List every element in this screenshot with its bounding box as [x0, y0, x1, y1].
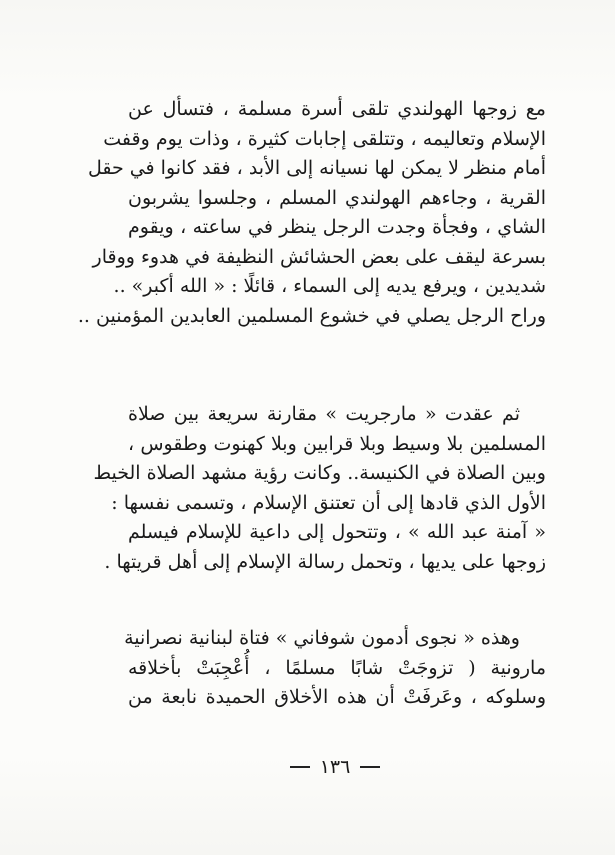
page-footer [280, 756, 390, 778]
paragraph-2 [93, 400, 546, 577]
footer-dash-right [360, 766, 380, 768]
page-number: ١٣٦ [319, 756, 351, 778]
text-line: وبين الصلاة في الكنيسة.. وكانت رؤية مشهد الصلاة الخيط [93, 462, 546, 484]
text-line: زوجها على يديها ، وتحمل رسالة الإسلام إلى أهل قريتها . [104, 550, 546, 573]
text-line: ثم عقدت « مارجريت » مقارنة سريعة بين صلاة [128, 403, 520, 425]
text-line: « آمنة عبد الله » ، وتتحول إلى داعية للإسلام فيسلم [128, 521, 546, 543]
text-line: الأول الذي قادها إلى أن تعتنق الإسلام ، وتسمى نفسها : [111, 491, 546, 514]
text-line: الإسلام وتعاليمه ، وتتلقى إجابات كثيرة ، وذات يوم وقفت [103, 127, 546, 150]
text-line: وسلوكه ، وعَرفَتْ أن هذه الأخلاق الحميدة نابعة من [128, 686, 546, 708]
text-line: القرية ، وجاءهم الهولندي المسلم ، وجلسوا يشربون [128, 186, 546, 209]
text-line: مارونية ( تزوجَتْ شابًا مسلمًا ، أُعْجِبَتْ بأخلاقه [128, 656, 546, 679]
text-line: المسلمين بلا وسيط وبلا قرابين وبلا كهنوت وطقوس ، [128, 432, 546, 455]
text-line: شديدين ، ويرفع يديه إلى السماء ، قائلًا : « الله أكبر» .. [113, 275, 546, 297]
paragraph-3 [124, 624, 546, 713]
text-line: أمام منظر لا يمكن لها نسيانه إلى الأبد ، فقد كانوا في حقل [87, 157, 546, 179]
text-line: الشاي ، وفجأة وجدت الرجل ينظر في ساعته ، ويقوم [128, 216, 546, 238]
text-line: وهذه « نجوى أدمون شوفاني » فتاة لبنانية نصرانية [124, 627, 520, 649]
footer-dash-left [290, 766, 310, 768]
paragraph-1 [77, 95, 546, 331]
text-line: بسرعة ليقف على بعض الحشائش النظيفة في هدوء ووقار [92, 245, 546, 268]
text-line: وراح الرجل يصلي في خشوع المسلمين العابدين المؤمنين .. [77, 304, 546, 327]
text-line: مع زوجها الهولندي تلقى أسرة مسلمة ، فتسأل عن [128, 98, 546, 120]
